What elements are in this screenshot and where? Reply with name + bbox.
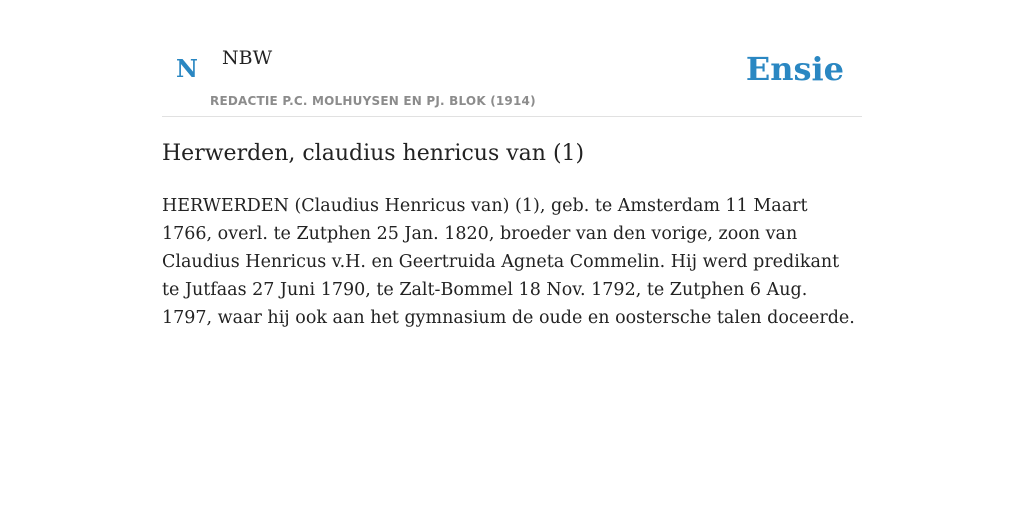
- brand-logo[interactable]: Ensie: [745, 50, 844, 88]
- source-subtitle: REDACTIE P.C. MOLHUYSEN EN PJ. BLOK (1914): [210, 94, 536, 108]
- article-body: HERWERDEN (Claudius Henricus van) (1), geb. te Amsterdam 11 Maart 1766, overl. te Zutphen 25 Jan. 1820, broeder van den vorige, zoon van Claudius Henricus v.H. en Geertruida Agneta Commelin. Hij werd predikant te Jutfaas 27 Juni 1790, te Zalt-Bommel 18 Nov. 1792, te Zutphen 6 Aug. 1797, waar hij ook aan het gymnasium de oude en oostersche talen doceerde.: [162, 196, 855, 328]
- source-logo[interactable]: N: [176, 54, 198, 83]
- article-title: Herwerden, claudius henricus van (1): [162, 141, 585, 166]
- source-header: [162, 0, 862, 117]
- source-name[interactable]: NBW: [222, 47, 273, 69]
